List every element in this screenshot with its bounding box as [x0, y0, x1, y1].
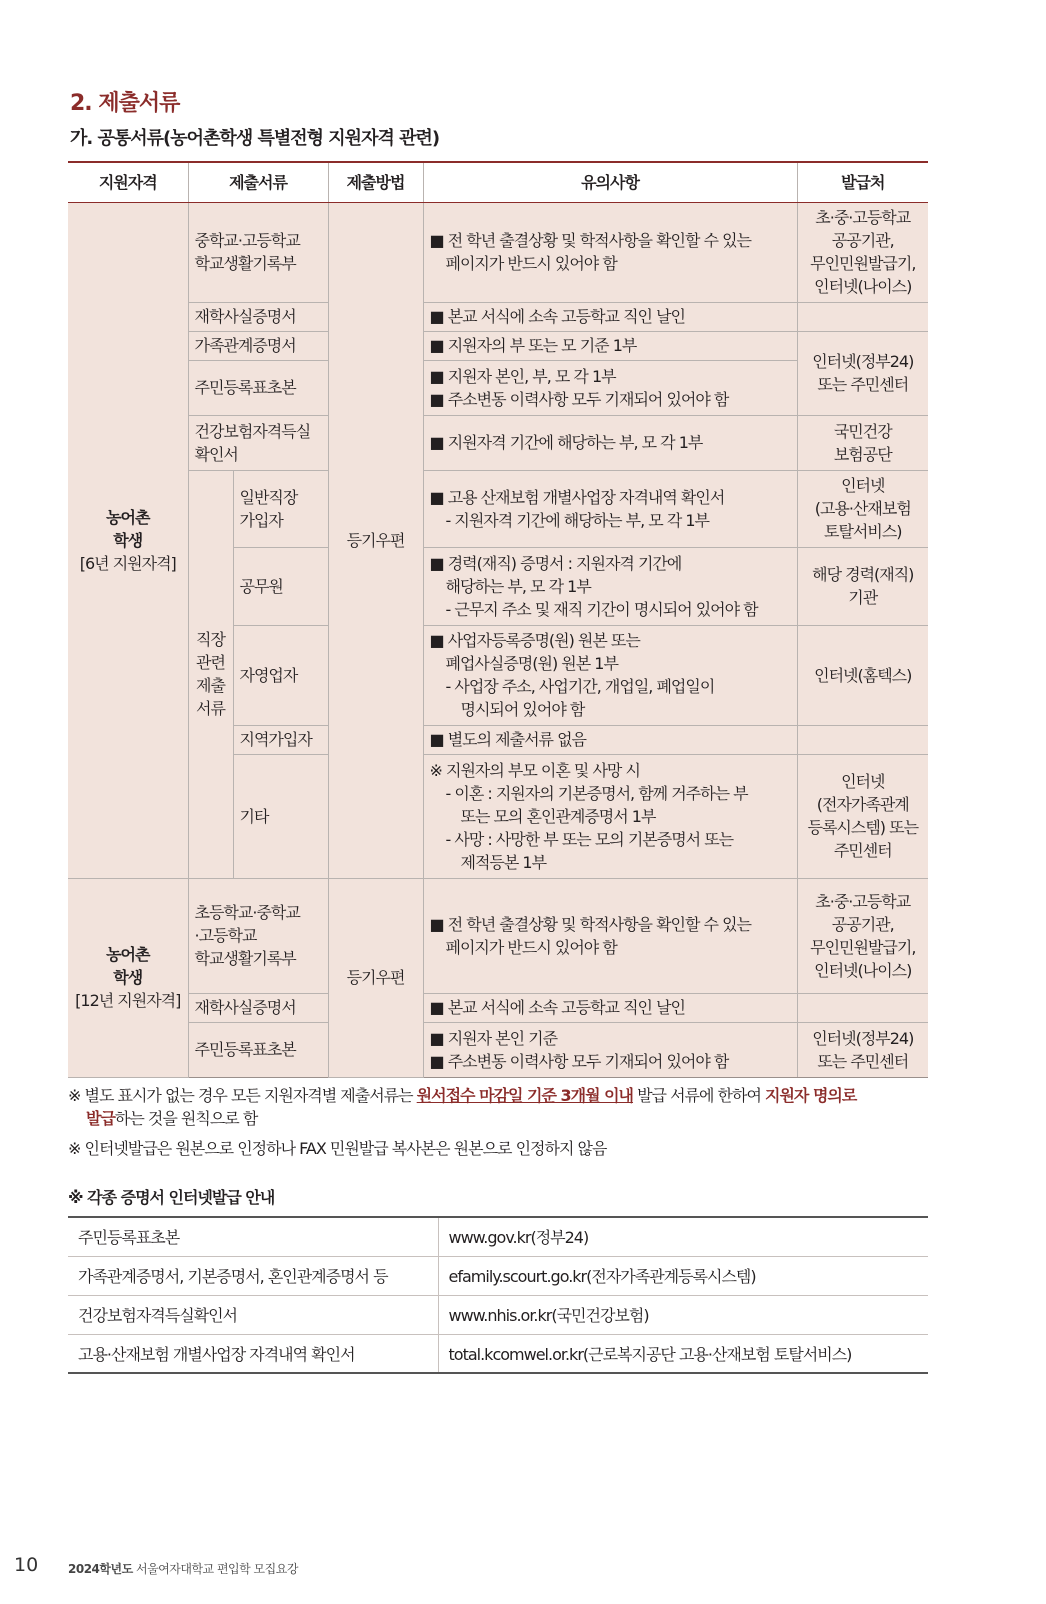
table-row [68, 331, 928, 360]
method-6yr: 등기우편 [328, 202, 423, 878]
table-row [68, 878, 928, 993]
issuer-cell: 국민건강 보험공단 [797, 415, 928, 470]
notes-cell: ■ 전 학년 출결상황 및 학적사항을 확인할 수 있는 페이지가 반드시 있어야 함 [423, 202, 797, 302]
doc-cell: 자영업자 [233, 625, 328, 725]
doc-cell: 기타 [233, 754, 423, 878]
notes-cell: ■ 사업자등록증명(원) 원본 또는 폐업사실증명(원) 원본 1부 - 사업장 주소, 사업기간, 개업일, 폐업일이 명시되어 있어야 함 [423, 625, 797, 725]
header-method: 제출방법 [328, 162, 423, 202]
table-row [68, 302, 928, 331]
issuer-cell: 초·중·고등학교 공공기관, 무인민원발급기, 인터넷(나이스) [797, 202, 928, 302]
notes-cell: ※ 지원자의 부모 이혼 및 사망 시 - 이혼 : 지원자의 기본증명서, 함께 거주하는 부 또는 모의 혼인관계증명서 1부 - 사망 : 사망한 부 또는 모의 기본증명서 또는 제적등본 1부 [423, 754, 797, 878]
doc-cell: 지역가입자 [233, 725, 328, 754]
job-docs-label: 직장 관련 제출 서류 [188, 470, 233, 878]
issuer-cell-empty [797, 302, 928, 331]
method-12yr: 등기우편 [328, 878, 423, 1077]
documents-table [68, 161, 928, 1078]
guide-site: www.nhis.or.kr(국민건강보험) [438, 1295, 928, 1334]
table-row [68, 1295, 928, 1334]
guide-doc: 고용·산재보험 개별사업장 자격내역 확인서 [68, 1334, 438, 1373]
guide-doc: 주민등록표초본 [68, 1217, 438, 1256]
footer-text: 2024학년도 서울여자대학교 편입학 모집요강 [68, 1562, 298, 1576]
table-row [68, 415, 928, 470]
guide-site: total.kcomwel.or.kr(근로복지공단 고용·산재보험 토탈서비스) [438, 1334, 928, 1373]
internet-issue-table [68, 1216, 928, 1374]
guide-site: efamily.scourt.go.kr(전자가족관계등록시스템) [438, 1256, 928, 1295]
notes-cell: ■ 지원자 본인, 부, 모 각 1부 ■ 주소변동 이력사항 모두 기재되어 있어야 함 [423, 360, 797, 415]
guide-doc: 가족관계증명서, 기본증명서, 혼인관계증명서 등 [68, 1256, 438, 1295]
guide-site: www.gov.kr(정부24) [438, 1217, 928, 1256]
issuer-cell: 인터넷(홈텍스) [797, 625, 928, 725]
guide-title: ※ 각종 증명서 인터넷발급 안내 [68, 1188, 275, 1207]
notes-cell: ■ 지원자 본인 기준 ■ 주소변동 이력사항 모두 기재되어 있어야 함 [423, 1022, 797, 1077]
notes-cell: ■ 전 학년 출결상황 및 학적사항을 확인할 수 있는 페이지가 반드시 있어야 함 [423, 878, 797, 993]
doc-cell: 공무원 [233, 547, 328, 625]
doc-cell: 중학교·고등학교 학교생활기록부 [188, 202, 328, 302]
footnote-validity: ※ 별도 표시가 없는 경우 모든 지원자격별 제출서류는 원서접수 마감일 기준 3개월 이내 발급 서류에 한하여 지원자 명의로 발급하는 것을 원칙으로 함 [68, 1086, 857, 1128]
issuer-cell: 인터넷 (전자가족관계 등록시스템) 또는 주민센터 [797, 754, 928, 878]
doc-cell: 주민등록표초본 [188, 360, 328, 415]
sub-title: 가. 공통서류(농어촌학생 특별전형 지원자격 관련) [70, 128, 440, 149]
issuer-cell: 인터넷 (고용·산재보험 토탈서비스) [797, 470, 928, 547]
doc-cell: 일반직장 가입자 [233, 470, 328, 547]
table-row [68, 993, 928, 1022]
issuer-cell-empty [797, 725, 928, 754]
issuer-cell-empty [797, 993, 928, 1022]
notes-cell: ■ 지원자격 기간에 해당하는 부, 모 각 1부 [423, 415, 797, 470]
doc-cell: 초등학교·중학교 ·고등학교 학교생활기록부 [188, 878, 328, 993]
header-issuer: 발급처 [797, 162, 928, 202]
table-header-row [68, 162, 928, 202]
notes-cell: ■ 지원자의 부 또는 모 기준 1부 [423, 331, 797, 360]
notes-cell: ■ 본교 서식에 소속 고등학교 직인 날인 [423, 993, 797, 1022]
footnote-internet: ※ 인터넷발급은 원본으로 인정하나 FAX 민원발급 복사본은 원본으로 인정하지 않음 [68, 1139, 607, 1158]
section-title: 2. 제출서류 [70, 91, 180, 116]
table-row [68, 1217, 928, 1256]
table-row [68, 202, 928, 302]
issuer-cell: 인터넷(정부24) 또는 주민센터 [797, 1022, 928, 1077]
table-row [68, 1022, 928, 1077]
doc-cell: 재학사실증명서 [188, 302, 328, 331]
doc-cell: 건강보험자격득실 확인서 [188, 415, 328, 470]
issuer-cell: 인터넷(정부24) 또는 주민센터 [797, 331, 928, 415]
qualification-12yr: 농어촌 학생 [12년 지원자격] [68, 878, 188, 1077]
doc-cell: 가족관계증명서 [188, 331, 328, 360]
qualification-6yr: 농어촌 학생 [6년 지원자격] [68, 202, 188, 878]
notes-cell: ■ 본교 서식에 소속 고등학교 직인 날인 [423, 302, 797, 331]
table-row [68, 1334, 928, 1373]
doc-cell: 주민등록표초본 [188, 1022, 328, 1077]
header-notes: 유의사항 [423, 162, 797, 202]
table-row [68, 1256, 928, 1295]
notes-cell: ■ 고용 산재보험 개별사업장 자격내역 확인서 - 지원자격 기간에 해당하는 부, 모 각 1부 [423, 470, 797, 547]
table-row [68, 470, 928, 547]
issuer-cell: 초·중·고등학교 공공기관, 무인민원발급기, 인터넷(나이스) [797, 878, 928, 993]
notes-cell: ■ 경력(재직) 증명서 : 지원자격 기간에 해당하는 부, 모 각 1부 - 근무지 주소 및 재직 기간이 명시되어 있어야 함 [423, 547, 797, 625]
notes-cell: ■ 별도의 제출서류 없음 [423, 725, 797, 754]
page-number: 10 [14, 1554, 39, 1576]
header-qualification: 지원자격 [68, 162, 188, 202]
doc-cell: 재학사실증명서 [188, 993, 328, 1022]
issuer-cell: 해당 경력(재직) 기관 [797, 547, 928, 625]
guide-doc: 건강보험자격득실확인서 [68, 1295, 438, 1334]
header-documents: 제출서류 [188, 162, 328, 202]
